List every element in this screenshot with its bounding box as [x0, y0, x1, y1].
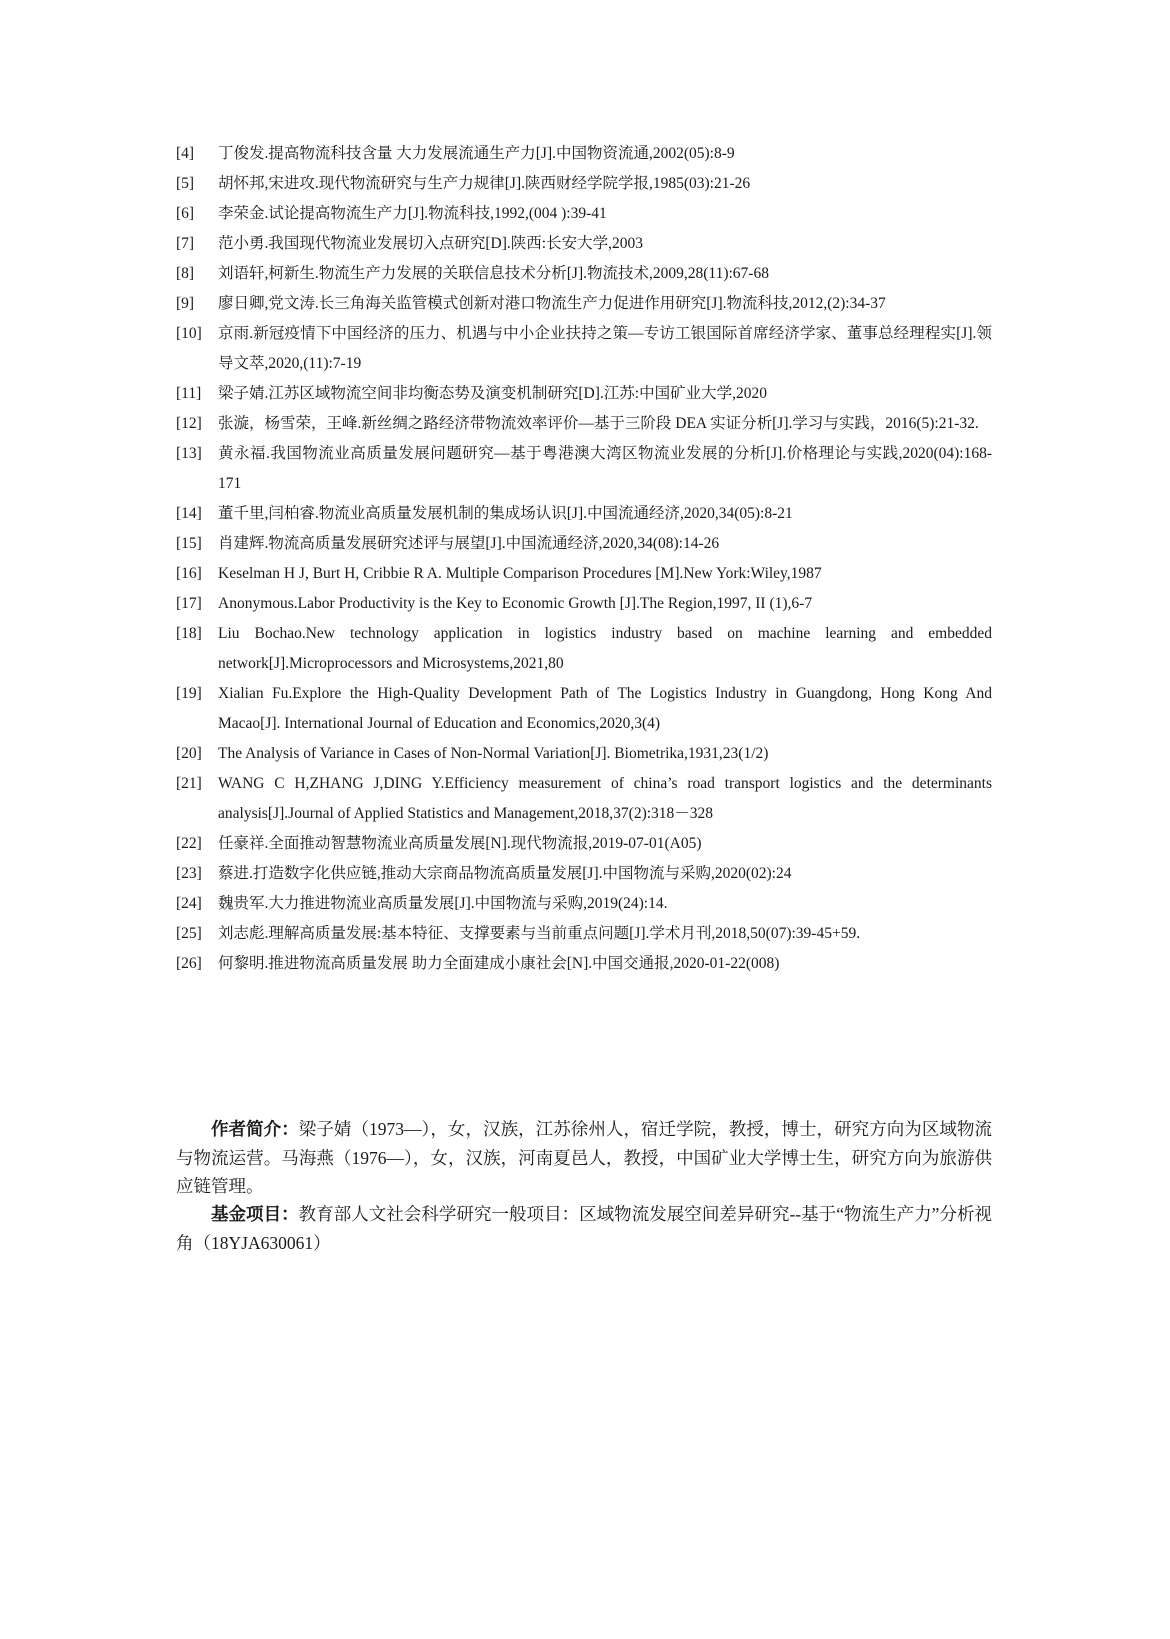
- reference-item: [176, 589, 992, 619]
- reference-item: [176, 139, 992, 169]
- reference-text: 张漩，杨雪荣，王峰.新丝绸之路经济带物流效率评价—基于三阶段 DEA 实证分析[J].学习与实践，2016(5):21-32.: [218, 415, 979, 432]
- reference-text: Keselman H J, Burt H, Cribbie R A. Multiple Comparison Procedures [M].New York:Wiley,1987: [218, 565, 822, 582]
- reference-text: 何黎明.推进物流高质量发展 助力全面建成小康社会[N].中国交通报,2020-01-22(008): [218, 955, 780, 972]
- reference-list: [176, 139, 992, 979]
- reference-item: [176, 409, 992, 439]
- reference-number: [8]: [176, 265, 195, 282]
- reference-item: [176, 949, 992, 979]
- reference-number: [20]: [176, 745, 202, 762]
- reference-item: [176, 829, 992, 859]
- reference-number: [6]: [176, 205, 195, 222]
- author-bio: [176, 1115, 992, 1200]
- reference-item: [176, 739, 992, 769]
- reference-text: 黄永福.我国物流业高质量发展问题研究—基于粤港澳大湾区物流业发展的分析[J].价格理论与实践,2020(04):168-171: [218, 445, 992, 492]
- fund-text: 教育部人文社会科学研究一般项目：区域物流发展空间差异研究--基于“物流生产力”分析视角（18YJA630061）: [176, 1204, 993, 1253]
- reference-number: [17]: [176, 595, 202, 612]
- reference-text: Liu Bochao.New technology application in logistics industry based on machine learning and embedded network[J].Microprocessors and Microsystems,2021,80: [218, 625, 992, 672]
- reference-text: WANG C H,ZHANG J,DING Y.Efficiency measurement of china’s road transport logistics and the determinants analysis[J].Journal of Applied Statistics and Management,2018,37(2):318－328: [218, 775, 992, 822]
- reference-item: [176, 229, 992, 259]
- reference-item: [176, 529, 992, 559]
- reference-number: [7]: [176, 235, 195, 252]
- reference-text: 胡怀邦,宋进攻.现代物流研究与生产力规律[J].陕西财经学院学报,1985(03):21-26: [218, 175, 751, 192]
- fund-label: 基金项目：: [211, 1205, 299, 1225]
- reference-number: [18]: [176, 625, 202, 642]
- reference-item: [176, 859, 992, 889]
- reference-text: 蔡进.打造数字化供应链,推动大宗商品物流高质量发展[J].中国物流与采购,2020(02):24: [218, 865, 792, 882]
- reference-item: [176, 379, 992, 409]
- reference-number: [19]: [176, 685, 202, 702]
- reference-item: [176, 259, 992, 289]
- reference-text: 梁子婧.江苏区域物流空间非均衡态势及演变机制研究[D].江苏:中国矿业大学,2020: [218, 385, 767, 402]
- reference-item: [176, 289, 992, 319]
- author-bio-label: 作者简介：: [211, 1120, 299, 1140]
- reference-item: [176, 919, 992, 949]
- reference-text: Xialian Fu.Explore the High-Quality Development Path of The Logistics Industry in Guangdong, Hong Kong And Macao[J]. International Journal of Education and Economics,2020,3(4): [218, 685, 992, 732]
- reference-number: [11]: [176, 385, 202, 402]
- reference-text: 任豪祥.全面推动智慧物流业高质量发展[N].现代物流报,2019-07-01(A05): [218, 835, 702, 852]
- reference-number: [5]: [176, 175, 195, 192]
- reference-number: [25]: [176, 925, 202, 942]
- reference-number: [16]: [176, 565, 202, 582]
- reference-item: [176, 499, 992, 529]
- reference-text: 董千里,闫柏睿.物流业高质量发展机制的集成场认识[J].中国流通经济,2020,34(05):8-21: [218, 505, 793, 522]
- reference-number: [10]: [176, 325, 202, 342]
- fund-info: [176, 1200, 992, 1257]
- reference-item: [176, 439, 992, 499]
- reference-number: [24]: [176, 895, 202, 912]
- reference-number: [4]: [176, 145, 195, 162]
- reference-number: [26]: [176, 955, 202, 972]
- reference-number: [23]: [176, 865, 202, 882]
- reference-text: 京雨.新冠疫情下中国经济的压力、机遇与中小企业扶持之策—专访工银国际首席经济学家、董事总经理程实[J].领导文萃,2020,(11):7-19: [218, 325, 992, 372]
- reference-item: [176, 319, 992, 379]
- reference-text: 刘语轩,柯新生.物流生产力发展的关联信息技术分析[J].物流技术,2009,28(11):67-68: [218, 265, 769, 282]
- author-bio-text: 梁子婧（1973—），女，汉族，江苏徐州人，宿迁学院，教授，博士，研究方向为区域物流与物流运营。马海燕（1976—），女，汉族，河南夏邑人，教授，中国矿业大学博士生，研究方向为旅游供应链管理。: [176, 1119, 993, 1196]
- reference-item: [176, 889, 992, 919]
- reference-number: [22]: [176, 835, 202, 852]
- reference-number: [12]: [176, 415, 202, 432]
- reference-item: [176, 169, 992, 199]
- reference-text: 廖日卿,党文涛.长三角海关监管模式创新对港口物流生产力促进作用研究[J].物流科技,2012,(2):34-37: [218, 295, 886, 312]
- reference-number: [14]: [176, 505, 202, 522]
- reference-text: 范小勇.我国现代物流业发展切入点研究[D].陕西:长安大学,2003: [218, 235, 643, 252]
- reference-text: Anonymous.Labor Productivity is the Key to Economic Growth [J].The Region,1997, II (1),6-7: [218, 595, 813, 612]
- reference-number: [15]: [176, 535, 202, 552]
- reference-text: 魏贵军.大力推进物流业高质量发展[J].中国物流与采购,2019(24):14.: [218, 895, 668, 912]
- reference-text: 丁俊发.提高物流科技含量 大力发展流通生产力[J].中国物资流通,2002(05):8-9: [218, 145, 735, 162]
- reference-number: [9]: [176, 295, 195, 312]
- reference-number: [21]: [176, 775, 202, 792]
- reference-item: [176, 769, 992, 829]
- reference-text: The Analysis of Variance in Cases of Non-Normal Variation[J]. Biometrika,1931,23(1/2): [218, 745, 769, 762]
- reference-text: 刘志彪.理解高质量发展:基本特征、支撑要素与当前重点问题[J].学术月刊,2018,50(07):39-45+59.: [218, 925, 861, 942]
- reference-number: [13]: [176, 445, 202, 462]
- author-notes: [176, 1115, 992, 1257]
- reference-text: 李荣金.试论提高物流生产力[J].物流科技,1992,(004 ):39-41: [218, 205, 607, 222]
- reference-item: [176, 559, 992, 589]
- reference-item: [176, 619, 992, 679]
- reference-item: [176, 199, 992, 229]
- reference-item: [176, 679, 992, 739]
- reference-text: 肖建辉.物流高质量发展研究述评与展望[J].中国流通经济,2020,34(08):14-26: [218, 535, 720, 552]
